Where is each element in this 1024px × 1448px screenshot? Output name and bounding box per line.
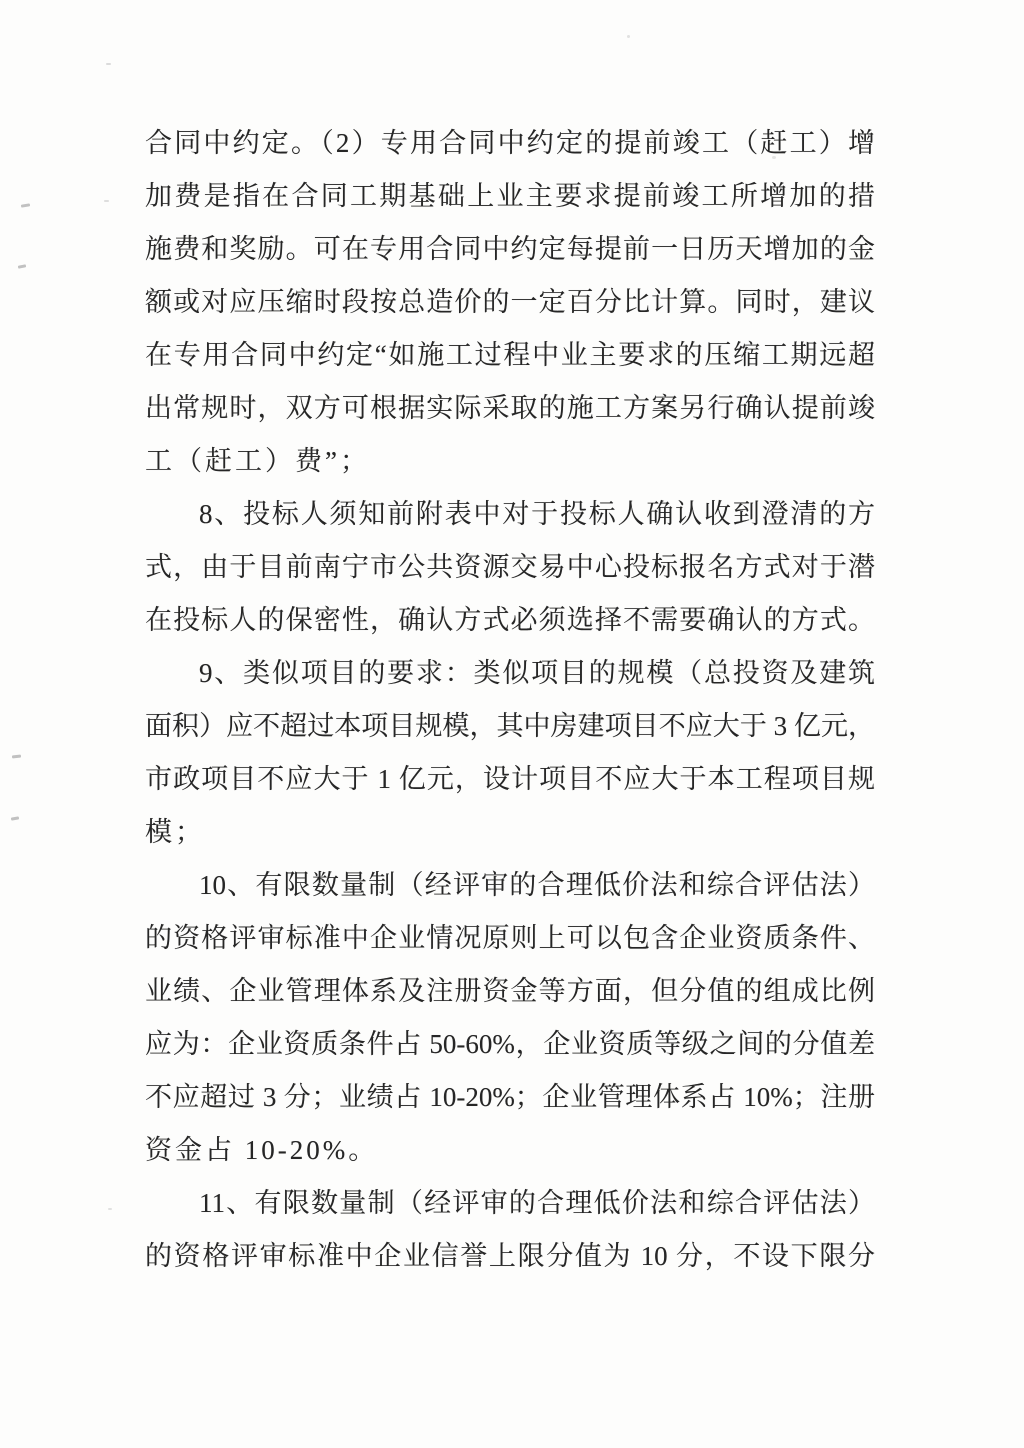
- scan-artifact: [104, 200, 109, 202]
- text-line: 出常规时，双方可根据实际采取的施工方案另行确认提前竣: [145, 393, 875, 423]
- scan-artifact: [11, 816, 19, 820]
- scan-artifact: [21, 203, 30, 207]
- text-line: 的资格评审标准中企业情况原则上可以包含企业资质条件、: [145, 923, 875, 953]
- text-line: 资金占 10-20%。: [145, 1135, 379, 1165]
- text-line: 业绩、企业管理体系及注册资金等方面，但分值的组成比例: [145, 976, 875, 1006]
- text-line: 在投标人的保密性，确认方式必须选择不需要确认的方式。: [145, 605, 875, 635]
- scan-artifact: [106, 63, 111, 65]
- text-line: 的资格评审标准中企业信誉上限分值为 10 分，不设下限分: [145, 1241, 875, 1271]
- text-line: 不应超过 3 分；业绩占 10-20%；企业管理体系占 10%；注册: [145, 1082, 875, 1112]
- text-line: 施费和奖励。可在专用合同中约定每提前一日历天增加的金: [145, 234, 875, 264]
- text-line: 额或对应压缩时段按总造价的一定百分比计算。同时，建议: [145, 287, 875, 317]
- text-line: 工（赶工）费”；: [145, 446, 370, 476]
- text-line: 加费是指在合同工期基础上业主要求提前竣工所增加的措: [145, 181, 875, 211]
- scan-artifact: [772, 156, 776, 159]
- text-line: 模；: [145, 817, 205, 847]
- scan-artifact: [627, 35, 630, 38]
- scan-artifact: [18, 264, 26, 268]
- text-line: 面积）应不超过本项目规模，其中房建项目不应大于 3 亿元，: [145, 711, 875, 741]
- text-line: 式，由于目前南宁市公共资源交易中心投标报名方式对于潜: [145, 552, 875, 582]
- text-line: 市政项目不应大于 1 亿元，设计项目不应大于本工程项目规: [145, 764, 875, 794]
- text-line: 合同中约定。（2）专用合同中约定的提前竣工（赶工）增: [145, 128, 875, 158]
- scan-artifact: [12, 755, 21, 759]
- text-line: 8、投标人须知前附表中对于投标人确认收到澄清的方: [199, 499, 875, 529]
- text-line: 10、有限数量制（经评审的合理低价法和综合评估法）: [199, 870, 875, 900]
- text-line: 9、类似项目的要求：类似项目的规模（总投资及建筑: [199, 658, 875, 688]
- text-line: 在专用合同中约定“如施工过程中业主要求的压缩工期远超: [145, 340, 875, 370]
- text-line: 11、有限数量制（经评审的合理低价法和综合评估法）: [199, 1188, 875, 1218]
- document-body: [145, 117, 875, 1283]
- text-line: 应为：企业资质条件占 50-60%，企业资质等级之间的分值差: [145, 1029, 875, 1059]
- scan-artifact: [108, 1208, 112, 1210]
